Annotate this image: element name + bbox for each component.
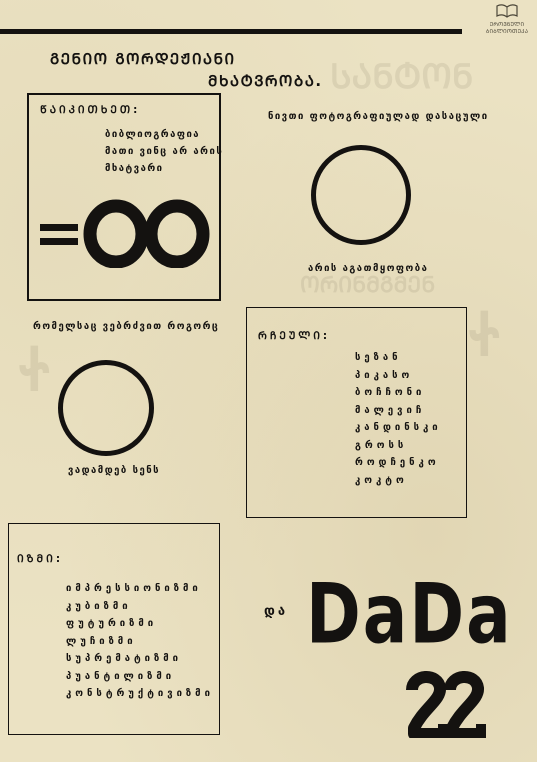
list-item: პიკასო: [355, 369, 414, 381]
artists-list: [355, 349, 442, 489]
show-through-texture: ᲡᲐᲜᲢᲝᲜ: [330, 57, 474, 97]
box-a-text: [105, 126, 223, 177]
show-through-texture: Ꮠ: [20, 335, 51, 405]
manifesto-box-read: [27, 93, 224, 301]
photographed-caption: ნივთი ფოტოგრაფიულად დასაცული: [268, 111, 489, 122]
list-item: მალევიჩ: [355, 404, 426, 416]
library-logo: [480, 3, 534, 39]
headline-line2: ᲛᲮᲐᲢᲕᲠᲝᲑᲐ.: [208, 72, 323, 90]
library-logo-line2: ᲑᲘᲑᲚᲘᲝᲗᲔᲙᲐ: [485, 29, 529, 35]
list-item: პუანტილიზმი: [66, 670, 176, 682]
list-item: გროსს: [355, 439, 408, 451]
list-item: კანდინსკი: [355, 422, 442, 433]
top-rule: [0, 29, 462, 34]
list-item: ლუჩიზმი: [66, 635, 137, 647]
box-a-label: ᲬᲐᲘᲙᲘᲗᲮᲔᲗ:: [40, 104, 141, 116]
list-item: ბოჩჩონი: [355, 387, 426, 398]
dada-conjunction: და: [264, 604, 289, 619]
box-a-line: მხატვარი: [105, 163, 164, 174]
box-c-label: ᲘᲖᲛᲘ:: [17, 553, 64, 565]
isms-list: [66, 580, 214, 703]
show-through-texture: ᲝᲠᲘᲜᲛᲒᲛᲔᲜ: [300, 273, 436, 298]
equals-double-zero-glyph: [40, 198, 210, 268]
list-item: კონსტრუქტივიზმი: [66, 688, 214, 699]
list-item: იმპრესსიონიზმი: [66, 583, 202, 594]
book-icon: [496, 4, 518, 18]
dada-word: DaDa: [306, 566, 513, 663]
headline-line1: ᲒᲔᲜᲘᲝ ᲒᲝᲠᲓᲔᲟᲘᲐᲜᲘ: [50, 50, 236, 68]
list-item: სეზან: [355, 352, 402, 363]
circle2-caption: ვადამდებ სენს: [68, 465, 161, 476]
library-logo-line1: ᲔᲠᲝᲕᲜᲣᲚᲘ: [489, 22, 525, 28]
page-headline: [50, 48, 323, 92]
list-item: როდჩენკო: [355, 457, 440, 468]
list-item: კოკტო: [355, 474, 408, 486]
circle-symbol: [58, 360, 154, 456]
box-a-line: მათი ვინც არ არის: [105, 146, 224, 157]
show-through-texture: Ꮠ: [470, 300, 501, 370]
list-item: ფუტურიზმი: [66, 618, 158, 629]
circle-symbol: [311, 145, 411, 245]
list-item: კუბიზმი: [66, 600, 132, 612]
circle2-heading: რომელსაც ვებრძვით როგორც: [33, 321, 220, 332]
list-item: სუპრემატიზმი: [66, 653, 183, 664]
circle1-caption: არის აგათმყოფობა: [308, 263, 429, 274]
box-b-label: ᲠᲩᲔᲣᲚᲘ:: [258, 330, 331, 342]
large-decorative-glyph: [404, 668, 486, 738]
box-a-line: ბიბლიოგრაფია: [105, 129, 201, 140]
